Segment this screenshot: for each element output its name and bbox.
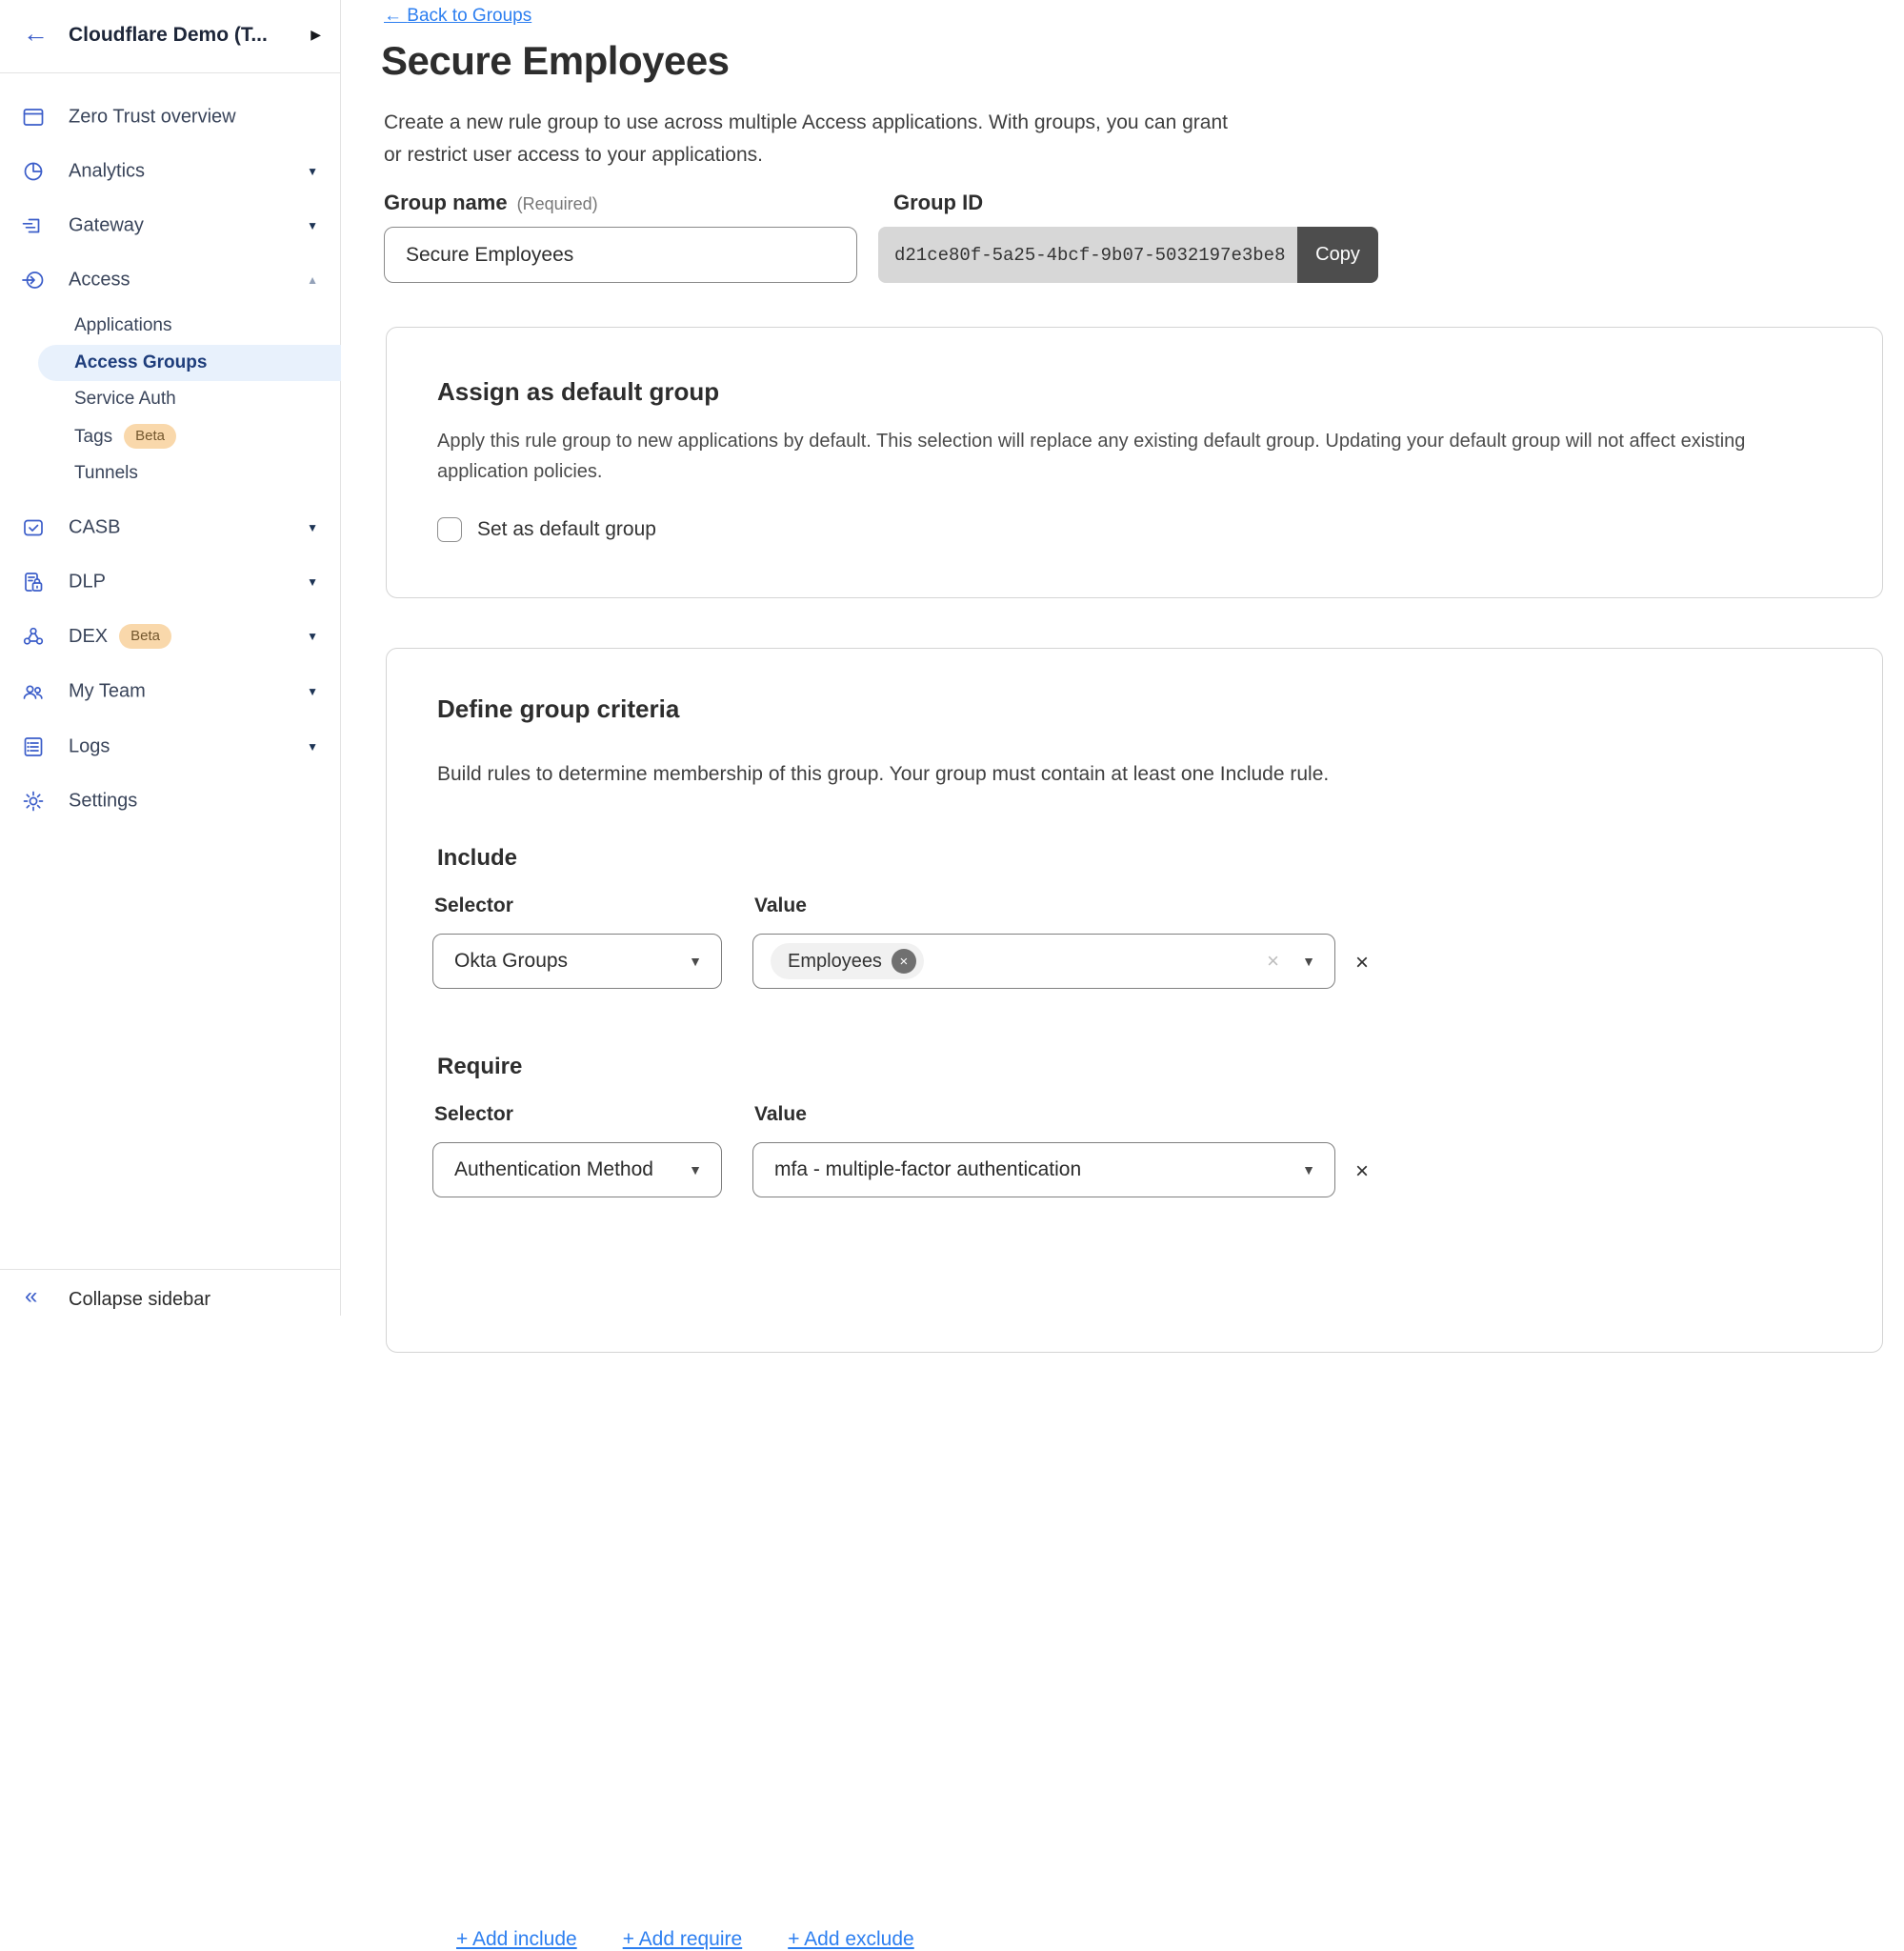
set-default-group-row <box>437 517 656 542</box>
gateway-icon <box>21 213 46 238</box>
sidebar-item-label: Settings <box>69 790 138 811</box>
casb-icon <box>21 515 46 540</box>
include-heading: Include <box>437 845 518 871</box>
chevron-down-icon: ▼ <box>1302 954 1315 969</box>
card-title: Define group criteria <box>437 694 680 723</box>
chevron-down-icon: ▼ <box>689 954 702 969</box>
chevron-down-icon: ▼ <box>307 164 318 178</box>
include-value-multiselect[interactable] <box>752 934 1335 989</box>
sidebar-item-applications[interactable] <box>0 308 341 344</box>
beta-badge: Beta <box>119 624 171 649</box>
sidebar-item-gateway[interactable] <box>0 198 341 252</box>
sidebar-subitem-label: Applications <box>74 315 172 335</box>
copy-button[interactable]: Copy <box>1297 227 1378 283</box>
main-content <box>342 0 1904 1950</box>
sidebar-item-dlp[interactable] <box>0 554 341 609</box>
chevron-down-icon: ▼ <box>307 218 318 232</box>
assign-default-group-card <box>386 327 1883 598</box>
sidebar <box>0 0 341 1316</box>
remove-require-rule-icon[interactable]: × <box>1355 1158 1370 1184</box>
sidebar-item-zero-trust-overview[interactable] <box>0 90 341 144</box>
sidebar-item-label: Gateway <box>69 214 144 235</box>
access-icon <box>21 268 46 292</box>
chevron-down-icon: ▼ <box>307 629 318 643</box>
back-arrow-icon: ← <box>384 6 402 26</box>
include-selector-dropdown[interactable]: Okta Groups ▼ <box>432 934 722 989</box>
selector-column-label: Selector <box>434 895 513 916</box>
value-column-label: Value <box>754 1103 807 1125</box>
sidebar-item-my-team[interactable] <box>0 664 341 718</box>
card-title: Assign as default group <box>437 377 720 406</box>
group-name-label: Group name (Required) <box>384 191 598 214</box>
add-exclude-link[interactable]: + Add exclude <box>788 1928 914 1950</box>
sidebar-item-access[interactable] <box>0 252 341 307</box>
page-description: Create a new rule group to use across multiple Access applications. With groups, you can grant or restrict user access to your applications. <box>384 111 1228 166</box>
sidebar-item-analytics[interactable] <box>0 144 341 198</box>
logs-icon <box>21 734 46 759</box>
value-column-label: Value <box>754 895 807 916</box>
chevron-down-icon: ▼ <box>1302 1162 1315 1177</box>
sidebar-item-casb[interactable] <box>0 500 341 554</box>
remove-include-rule-icon[interactable]: × <box>1355 950 1370 976</box>
collapse-sidebar-button[interactable] <box>0 1269 341 1316</box>
chevron-down-icon: ▼ <box>307 684 318 698</box>
remove-chip-icon[interactable]: × <box>892 949 916 974</box>
page-title: Secure Employees <box>381 38 730 83</box>
gear-icon <box>21 789 46 814</box>
sidebar-item-label: DLP <box>69 571 106 592</box>
team-icon <box>21 679 46 704</box>
collapse-label: Collapse sidebar <box>69 1289 210 1310</box>
window-icon <box>21 105 46 130</box>
checkbox-label: Set as default group <box>477 518 656 540</box>
sidebar-item-tunnels[interactable] <box>0 455 341 492</box>
required-hint: (Required) <box>516 194 598 213</box>
group-name-input[interactable] <box>384 227 857 283</box>
sidebar-subitem-label: Service Auth <box>74 389 176 409</box>
sidebar-subitem-label: Tags Beta <box>74 424 176 449</box>
sidebar-item-access-groups[interactable] <box>0 345 341 381</box>
chevron-down-icon: ▼ <box>307 520 318 534</box>
dex-icon <box>21 624 46 649</box>
add-require-link[interactable]: + Add require <box>622 1928 743 1950</box>
chevron-down-icon: ▼ <box>307 739 318 754</box>
define-group-criteria-card <box>386 648 1883 1950</box>
add-include-link[interactable]: + Add include <box>456 1928 577 1950</box>
require-selector-dropdown[interactable]: Authentication Method ▼ <box>432 1142 722 1197</box>
group-id-field <box>878 227 1378 283</box>
require-heading: Require <box>437 1054 523 1079</box>
sidebar-item-label: Logs <box>69 735 110 756</box>
beta-badge: Beta <box>124 424 176 449</box>
card-description: Build rules to determine membership of this group. Your group must contain at least one Include rule. <box>437 763 1330 785</box>
sidebar-item-label: Analytics <box>69 160 146 181</box>
card-description: Apply this rule group to new applications by default. This selection will replace any existing default group. Updating your default group will not affect existing application policies. <box>437 431 1746 482</box>
sidebar-item-label: Zero Trust overview <box>69 106 236 127</box>
account-name[interactable]: Cloudflare Demo (T... <box>69 24 268 46</box>
group-id-value: d21ce80f-5a25-4bcf-9b07-5032197e3be8 <box>878 227 1297 283</box>
chevron-down-icon: ▼ <box>307 574 318 589</box>
chevron-up-icon: ▲ <box>307 272 318 287</box>
chevron-right-icon[interactable]: ▶ <box>311 27 321 42</box>
back-arrow-icon[interactable]: ← <box>23 19 49 48</box>
sidebar-item-label: Access <box>69 269 130 290</box>
back-to-groups-link[interactable]: ← Back to Groups <box>384 6 532 26</box>
sidebar-item-label: My Team <box>69 680 146 701</box>
sidebar-item-tags[interactable] <box>0 418 341 454</box>
sidebar-item-label: CASB <box>69 516 121 537</box>
sidebar-item-settings[interactable] <box>0 774 341 828</box>
collapse-icon: « <box>25 1283 38 1309</box>
sidebar-item-dex[interactable] <box>0 609 341 663</box>
default-group-checkbox[interactable] <box>437 517 462 542</box>
selector-column-label: Selector <box>434 1103 513 1125</box>
sidebar-subitem-label: Access Groups <box>74 352 208 372</box>
dlp-icon <box>21 570 46 594</box>
chevron-down-icon: ▼ <box>689 1162 702 1177</box>
sidebar-item-logs[interactable] <box>0 719 341 774</box>
group-id-label: Group ID <box>893 191 984 214</box>
pie-chart-icon <box>21 159 46 184</box>
sidebar-subitem-label: Tunnels <box>74 463 138 483</box>
rule-actions <box>456 1928 914 1951</box>
clear-values-icon[interactable]: × <box>1267 949 1279 973</box>
require-value-dropdown[interactable]: mfa - multiple-factor authentication ▼ <box>752 1142 1335 1197</box>
sidebar-item-service-auth[interactable] <box>0 381 341 417</box>
sidebar-item-label: DEX Beta <box>69 624 171 649</box>
sidebar-header <box>0 0 340 73</box>
value-chip-employees: Employees × <box>771 943 924 979</box>
